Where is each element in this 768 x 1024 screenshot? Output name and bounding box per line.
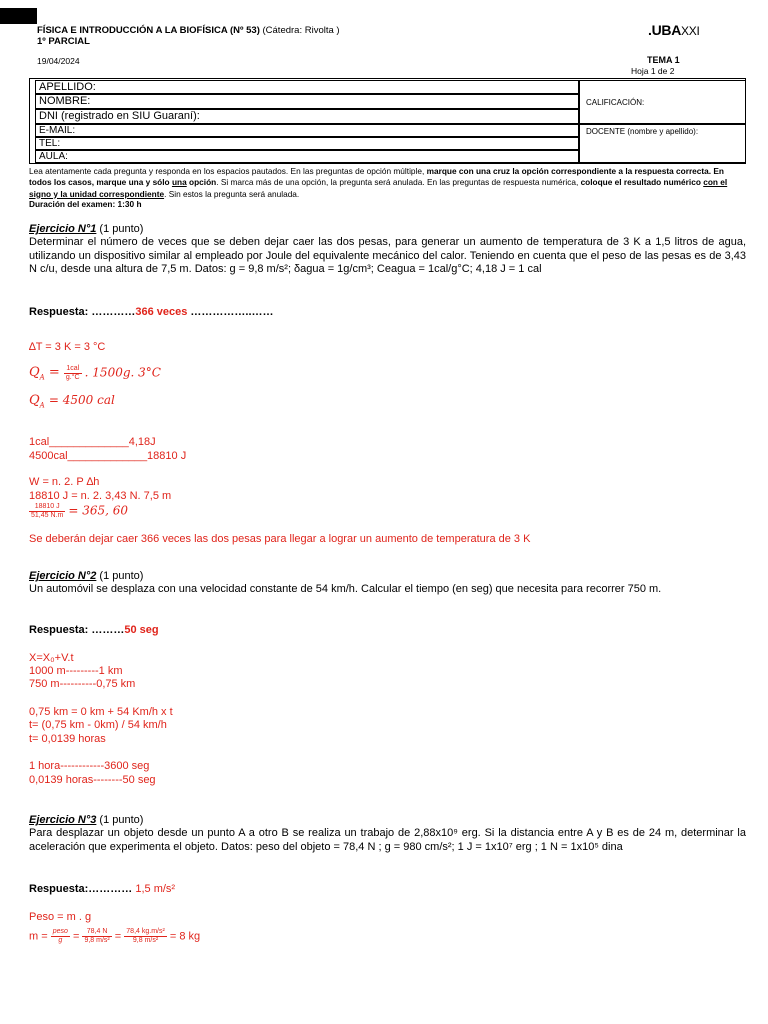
ej1-line-7: 18810 J = n. 2. 3,43 N. 7,5 m bbox=[29, 490, 172, 502]
exercise-1-title: Ejercicio N°1 (1 punto) bbox=[29, 223, 144, 235]
black-header-block bbox=[0, 8, 37, 24]
ej2-line-6: t= 0,0139 horas bbox=[29, 733, 106, 745]
exam-type: 1º PARCIAL bbox=[37, 36, 90, 47]
ej1-division: $\frac{18810 J}{51,45 N.m}$ = 365, 60 bbox=[31, 503, 129, 519]
ej1-line-delta-t: ∆T = 3 K = 3 °C bbox=[29, 341, 106, 353]
ej2-line-1: X=X₀+V.t bbox=[29, 652, 74, 664]
ej2-line-2: 1000 m---------1 km bbox=[29, 665, 123, 677]
exam-date: 19/04/2024 bbox=[37, 56, 80, 66]
exercise-2-statement: Un automóvil se desplaza con una velocidad constante de 54 km/h. Calcular el tiempo (en seg) que necesita para recorrer 750 m. bbox=[29, 583, 662, 595]
field-tel[interactable]: TEL: bbox=[35, 137, 579, 150]
ej1-heat-result: $Q_A = 4500$ cal bbox=[29, 393, 115, 410]
exam-duration: Duración del examen: 1:30 h bbox=[29, 199, 142, 209]
fraction: $\frac{\text{1cal}}{g.^\circ C}$ bbox=[65, 365, 80, 381]
ej2-line-8: 0,0139 horas--------50 seg bbox=[29, 774, 156, 786]
exercise-3-title: Ejercicio N°3 (1 punto) bbox=[29, 814, 144, 826]
field-aula[interactable]: AULA: bbox=[35, 150, 579, 163]
instructions: Lea atentamente cada pregunta y responda en los espacios pautados. En las preguntas de opción múltiple, marque con una cruz la opción correspondiente a la respuesta correcta. En todos los casos, marque una y sólo una opción. Si marca más de una opción, la pregunta será anulada. En las preguntas de respuesta numérica, coloque el resultado numérico con el signo y la unidad correspondiente. Sin estos la pregunta será anulada. bbox=[29, 166, 728, 199]
exercise-3-statement: Para desplazar un objeto desde un punto A a otro B se realiza un trabajo de 2,88x10⁹ erg. Si la distancia entre A y B es de 24 m, determinar la aceleración que experimenta el objeto. Datos: peso del objeto = 78,4 N ; g = 980 cm/s²; 1 J = 1x10⁷ erg ; 1 N = 1x10⁵ dina bbox=[29, 827, 746, 853]
page-indicator: Hoja 1 de 2 bbox=[631, 66, 675, 76]
ej1-line-4: 1cal_____________4,18J bbox=[29, 436, 156, 448]
exercise-1-answer: Respuesta: …………366 veces ……………..…… bbox=[29, 306, 274, 318]
ej1-conclusion: Se deberán dejar caer 366 veces las dos pesas para llegar a lograr un aumento de temperatura de 3 K bbox=[29, 533, 531, 545]
exercise-2-answer: Respuesta: ………50 seg bbox=[29, 624, 159, 636]
ej2-line-3: 750 m----------0,75 km bbox=[29, 678, 136, 690]
exercise-3-answer: Respuesta:………… 1,5 m/s² bbox=[29, 883, 176, 895]
field-nombre[interactable]: NOMBRE: bbox=[35, 94, 579, 109]
ej2-line-4: 0,75 km = 0 km + 54 Km/h x t bbox=[29, 706, 173, 718]
ej3-line-1: Peso = m . g bbox=[29, 911, 92, 923]
tema-label: TEMA 1 bbox=[647, 55, 680, 65]
ej2-line-7: 1 hora------------3600 seg bbox=[29, 760, 150, 772]
ej1-heat-formula: $Q_A$ = $\frac{\text{1cal}}{g.^\circ C}$ . 1500g. 3°C bbox=[29, 365, 161, 382]
ej1-line-5: 4500cal_____________18810 J bbox=[29, 450, 187, 462]
field-dni[interactable]: DNI (registrado en SIU Guaraní): bbox=[35, 109, 579, 124]
ej1-line-6: W = n. 2. P ∆h bbox=[29, 476, 100, 488]
exercise-2-title: Ejercicio N°2 (1 punto) bbox=[29, 570, 144, 582]
uba-xxi-logo: .UBAXXI bbox=[648, 22, 700, 38]
ej3-mass-formula: m = $\frac{\text{peso}}{g}$ = $\frac{78,4 N}{\text{9,8 m/s²}}$ = $\frac{\text{78,4 kg.m/s²}}{\text{9,8 m/s²}}$ = 8 kg bbox=[29, 928, 201, 944]
field-calificacion[interactable]: CALIFICACIÓN: bbox=[579, 80, 746, 124]
student-info-table bbox=[29, 78, 746, 164]
ej2-line-5: t= (0,75 km - 0km) / 54 km/h bbox=[29, 719, 167, 731]
field-apellido[interactable]: APELLIDO: bbox=[35, 80, 579, 94]
course-title: FÍSICA E INTRODUCCIÓN A LA BIOFÍSICA (Nº 53) (Cátedra: Rivolta ) bbox=[37, 25, 340, 36]
field-email[interactable]: E-MAIL: bbox=[35, 124, 579, 137]
exercise-1-statement: Determinar el número de veces que se deben dejar caer las dos pesas, para generar un aumento de temperatura de 3 K a 1,5 litros de agua, utilizando un dispositivo similar al empleado por Joule del equivalente mecánico del calor. Teniendo en cuenta que el peso de las pesas es de 3,43 N c/u, desde una altura de 7,5 m. Datos: g = 9,8 m/s²; δagua = 1g/cm³; Ceagua = 1cal/g°C; 4,18 J = 1 cal bbox=[29, 236, 746, 275]
field-docente[interactable]: DOCENTE (nombre y apellido): bbox=[579, 124, 746, 163]
